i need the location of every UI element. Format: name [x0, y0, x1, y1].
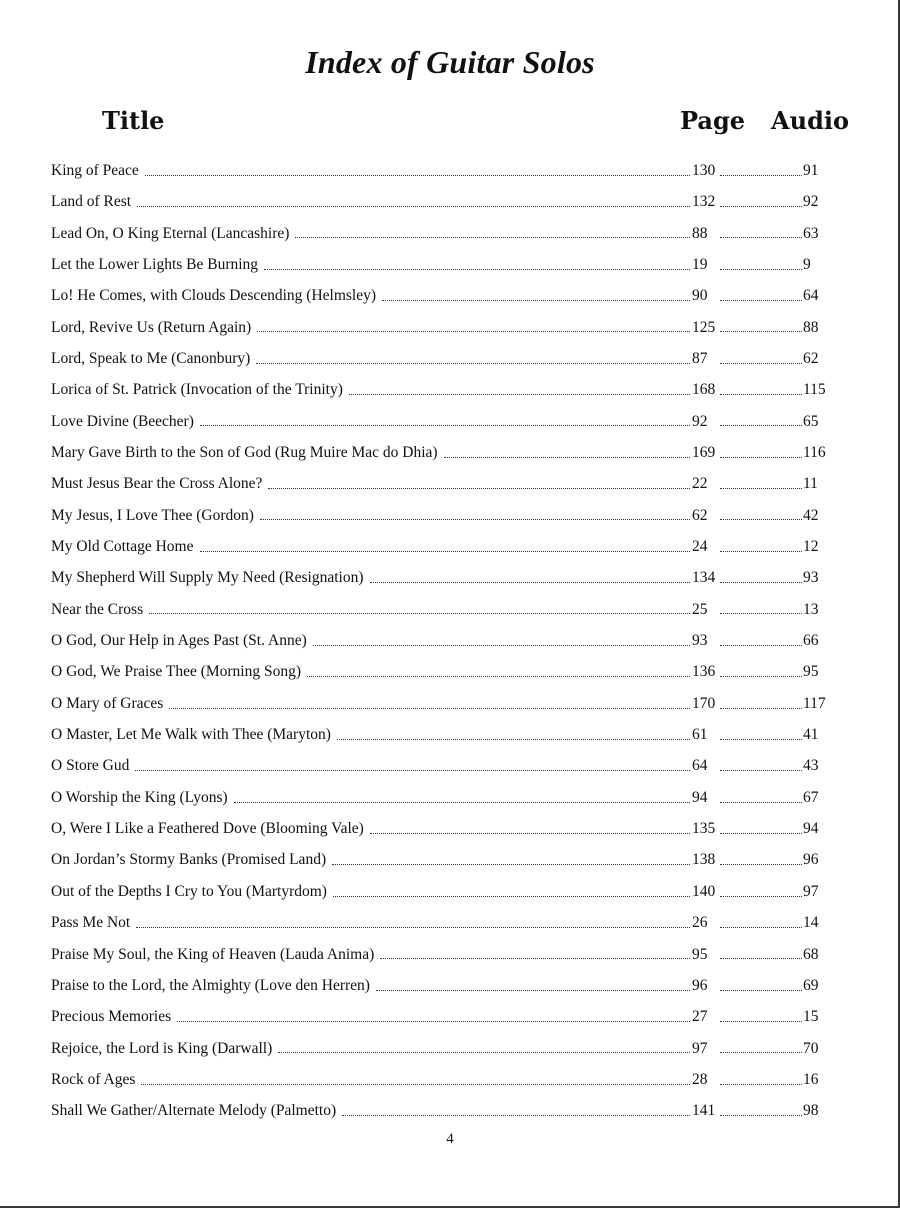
dot-leader — [382, 299, 690, 301]
entry-page: 135 — [692, 820, 716, 838]
entry-page: 62 — [692, 506, 708, 524]
entry-page: 19 — [692, 255, 708, 273]
dot-leader — [720, 738, 802, 740]
dot-leader — [278, 1051, 690, 1053]
dot-leader — [720, 644, 802, 646]
index-entry — [51, 845, 831, 876]
entry-audio: 64 — [803, 287, 819, 305]
dot-leader — [720, 424, 802, 426]
index-entry — [51, 688, 831, 719]
dot-leader — [720, 612, 802, 614]
entry-page: 168 — [692, 381, 716, 399]
entry-title: Lead On, O King Eternal (Lancashire) — [51, 224, 290, 242]
dot-leader — [720, 330, 802, 332]
entry-title: Land of Rest — [51, 193, 132, 211]
entry-page: 125 — [692, 318, 716, 336]
dot-leader — [370, 832, 690, 834]
index-list — [51, 155, 831, 1127]
entry-title: On Jordan’s Stormy Banks (Promised Land) — [51, 851, 327, 869]
entry-page: 90 — [692, 287, 708, 305]
dot-leader — [370, 581, 690, 583]
dot-leader — [264, 268, 690, 270]
index-entry — [51, 186, 831, 217]
dot-leader — [137, 205, 690, 207]
entry-page: 97 — [692, 1039, 708, 1057]
entry-page: 96 — [692, 976, 708, 994]
index-entry — [51, 312, 831, 343]
entry-title: Lord, Revive Us (Return Again) — [51, 318, 252, 336]
index-entry — [51, 970, 831, 1001]
entry-title: Near the Cross — [51, 600, 144, 618]
entry-audio: 68 — [803, 945, 819, 963]
dot-leader — [720, 299, 802, 301]
index-entry — [51, 657, 831, 688]
index-entry — [51, 719, 831, 750]
index-entry — [51, 907, 831, 938]
dot-leader — [720, 205, 802, 207]
index-entry — [51, 1001, 831, 1032]
entry-page: 94 — [692, 788, 708, 806]
index-entry — [51, 531, 831, 562]
entry-title: O, Were I Like a Feathered Dove (Blooming Vale) — [51, 820, 364, 838]
dot-leader — [337, 738, 690, 740]
dot-leader — [720, 268, 802, 270]
dot-leader — [149, 612, 690, 614]
entry-page: 130 — [692, 161, 716, 179]
dot-leader — [200, 424, 690, 426]
entry-page: 169 — [692, 444, 716, 462]
column-header-title: Title — [102, 106, 165, 135]
entry-page: 27 — [692, 1008, 708, 1026]
index-entry — [51, 1064, 831, 1095]
entry-page: 25 — [692, 600, 708, 618]
entry-page: 95 — [692, 945, 708, 963]
entry-title: Rejoice, the Lord is King (Darwall) — [51, 1039, 273, 1057]
dot-leader — [720, 1051, 802, 1053]
dot-leader — [720, 393, 802, 395]
index-entry — [51, 939, 831, 970]
dot-leader — [720, 362, 802, 364]
dot-leader — [234, 801, 690, 803]
column-header-audio: Audio — [771, 106, 849, 135]
entry-title: My Shepherd Will Supply My Need (Resignation) — [51, 569, 364, 587]
dot-leader — [257, 330, 690, 332]
entry-audio: 97 — [803, 882, 819, 900]
index-entry — [51, 249, 831, 280]
entry-page: 134 — [692, 569, 716, 587]
entry-audio: 62 — [803, 349, 819, 367]
dot-leader — [720, 989, 802, 991]
entry-page: 26 — [692, 914, 708, 932]
entry-title: Shall We Gather/Alternate Melody (Palmetto) — [51, 1102, 337, 1120]
entry-page: 132 — [692, 193, 716, 211]
dot-leader — [256, 362, 690, 364]
entry-audio: 11 — [803, 475, 818, 493]
dot-leader — [177, 1020, 690, 1022]
entry-page: 92 — [692, 412, 708, 430]
index-entry — [51, 468, 831, 499]
index-entry — [51, 813, 831, 844]
index-entry — [51, 374, 831, 405]
dot-leader — [295, 236, 690, 238]
dot-leader — [200, 550, 691, 552]
entry-title: Lord, Speak to Me (Canonbury) — [51, 349, 251, 367]
dot-leader — [720, 550, 802, 552]
index-entry — [51, 625, 831, 656]
entry-page: 24 — [692, 538, 708, 556]
entry-title: O Store Gud — [51, 757, 130, 775]
dot-leader — [135, 769, 690, 771]
entry-title: Praise My Soul, the King of Heaven (Lauda Anima) — [51, 945, 375, 963]
entry-title: Mary Gave Birth to the Son of God (Rug Muire Mac do Dhia) — [51, 444, 438, 462]
entry-title: Lorica of St. Patrick (Invocation of the Trinity) — [51, 381, 343, 399]
index-entry — [51, 782, 831, 813]
dot-leader — [720, 926, 802, 928]
entry-page: 141 — [692, 1102, 716, 1120]
dot-leader — [307, 675, 690, 677]
entry-title: Pass Me Not — [51, 914, 131, 932]
entry-audio: 117 — [803, 694, 826, 712]
entry-title: Praise to the Lord, the Almighty (Love den Herren) — [51, 976, 370, 994]
entry-title: My Old Cottage Home — [51, 538, 194, 556]
index-entry — [51, 751, 831, 782]
entry-title: Out of the Depths I Cry to You (Martyrdom) — [51, 882, 327, 900]
index-entry — [51, 876, 831, 907]
dot-leader — [260, 518, 690, 520]
dot-leader — [720, 769, 802, 771]
dot-leader — [720, 456, 802, 458]
dot-leader — [444, 456, 690, 458]
dot-leader — [380, 957, 690, 959]
entry-audio: 16 — [803, 1070, 819, 1088]
entry-title: Must Jesus Bear the Cross Alone? — [51, 475, 263, 493]
entry-audio: 116 — [803, 444, 826, 462]
entry-title: O Worship the King (Lyons) — [51, 788, 228, 806]
dot-leader — [720, 1020, 802, 1022]
dot-leader — [720, 863, 802, 865]
dot-leader — [720, 707, 802, 709]
entry-page: 87 — [692, 349, 708, 367]
entry-audio: 67 — [803, 788, 819, 806]
entry-audio: 12 — [803, 538, 819, 556]
entry-audio: 65 — [803, 412, 819, 430]
entry-page: 170 — [692, 694, 716, 712]
dot-leader — [313, 644, 690, 646]
dot-leader — [720, 518, 802, 520]
entry-audio: 70 — [803, 1039, 819, 1057]
index-entry — [51, 437, 831, 468]
dot-leader — [376, 989, 690, 991]
entry-audio: 91 — [803, 161, 819, 179]
index-entry — [51, 343, 831, 374]
entry-page: 28 — [692, 1070, 708, 1088]
dot-leader — [720, 581, 802, 583]
entry-page: 93 — [692, 632, 708, 650]
dot-leader — [720, 1114, 802, 1116]
entry-page: 140 — [692, 882, 716, 900]
entry-audio: 93 — [803, 569, 819, 587]
dot-leader — [145, 174, 690, 176]
index-entry — [51, 218, 831, 249]
entry-audio: 92 — [803, 193, 819, 211]
entry-title: O Master, Let Me Walk with Thee (Maryton) — [51, 726, 331, 744]
page-title: Index of Guitar Solos — [305, 44, 595, 80]
index-entry — [51, 1033, 831, 1064]
entry-page: 136 — [692, 663, 716, 681]
dot-leader — [349, 393, 690, 395]
entry-audio: 94 — [803, 820, 819, 838]
entry-title: Let the Lower Lights Be Burning — [51, 255, 259, 273]
entry-audio: 41 — [803, 726, 819, 744]
dot-leader — [720, 487, 802, 489]
dot-leader — [169, 707, 690, 709]
entry-audio: 69 — [803, 976, 819, 994]
entry-title: Precious Memories — [51, 1008, 172, 1026]
index-entry — [51, 594, 831, 625]
entry-page: 138 — [692, 851, 716, 869]
dot-leader — [720, 832, 802, 834]
entry-title: Love Divine (Beecher) — [51, 412, 194, 430]
entry-title: Lo! He Comes, with Clouds Descending (Helmsley) — [51, 287, 377, 305]
page-number: 4 — [446, 1131, 454, 1147]
entry-audio: 115 — [803, 381, 826, 399]
dot-leader — [720, 675, 802, 677]
dot-leader — [268, 487, 690, 489]
dot-leader — [332, 863, 690, 865]
entry-page: 61 — [692, 726, 708, 744]
index-entry — [51, 562, 831, 593]
dot-leader — [720, 801, 802, 803]
dot-leader — [141, 1083, 690, 1085]
dot-leader — [720, 957, 802, 959]
dot-leader — [720, 236, 802, 238]
entry-page: 64 — [692, 757, 708, 775]
entry-title: King of Peace — [51, 161, 139, 179]
entry-audio: 88 — [803, 318, 819, 336]
entry-audio: 63 — [803, 224, 819, 242]
entry-audio: 15 — [803, 1008, 819, 1026]
column-header-page: Page — [680, 106, 746, 135]
entry-audio: 96 — [803, 851, 819, 869]
entry-audio: 42 — [803, 506, 819, 524]
entry-audio: 98 — [803, 1102, 819, 1120]
entry-title: O God, We Praise Thee (Morning Song) — [51, 663, 302, 681]
dot-leader — [720, 895, 802, 897]
index-entry — [51, 155, 831, 186]
index-entry — [51, 500, 831, 531]
entry-title: O Mary of Graces — [51, 694, 164, 712]
dot-leader — [720, 174, 802, 176]
entry-title: O God, Our Help in Ages Past (St. Anne) — [51, 632, 307, 650]
index-entry — [51, 406, 831, 437]
entry-audio: 95 — [803, 663, 819, 681]
entry-title: Rock of Ages — [51, 1070, 136, 1088]
entry-audio: 66 — [803, 632, 819, 650]
index-entry — [51, 1095, 831, 1126]
entry-audio: 9 — [803, 255, 811, 273]
dot-leader — [720, 1083, 802, 1085]
dot-leader — [342, 1114, 690, 1116]
entry-title: My Jesus, I Love Thee (Gordon) — [51, 506, 254, 524]
entry-audio: 13 — [803, 600, 819, 618]
entry-page: 88 — [692, 224, 708, 242]
entry-audio: 43 — [803, 757, 819, 775]
index-entry — [51, 280, 831, 311]
dot-leader — [136, 926, 690, 928]
dot-leader — [333, 895, 690, 897]
entry-audio: 14 — [803, 914, 819, 932]
entry-page: 22 — [692, 475, 708, 493]
